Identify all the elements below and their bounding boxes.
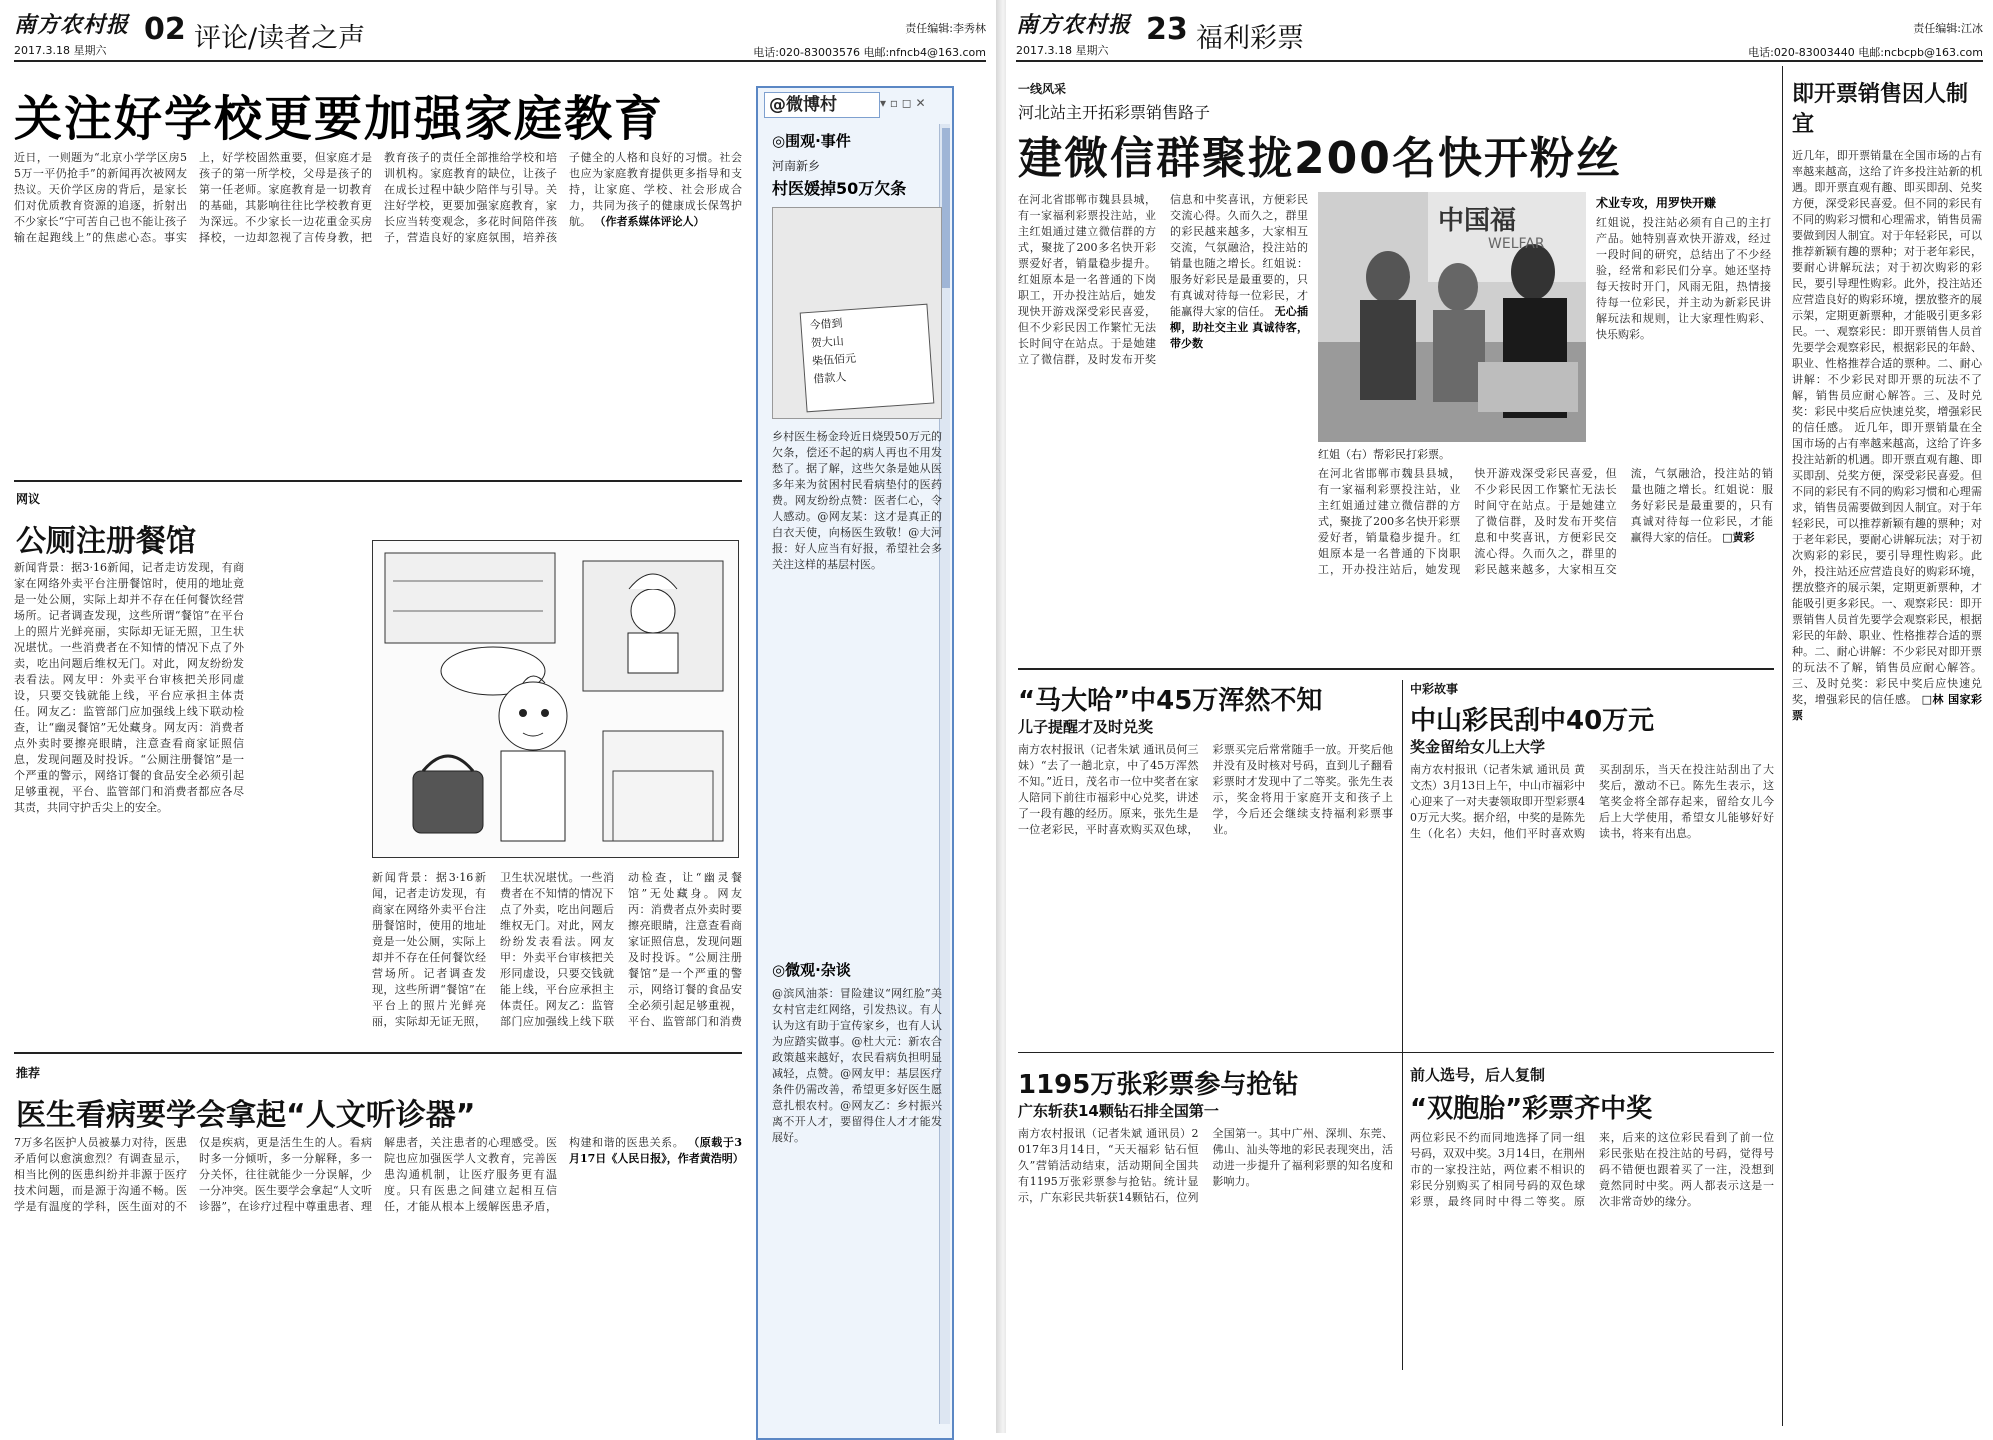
sidebar-text: 红姐说，投注站必须有自己的主打产品。她特别喜欢快开游戏，经过一段时间的研究，总结出了不少经验，经常和彩民们分享。她还坚持每天按时开门，风雨无阻，热情接待每一位彩民，并主动为新彩民讲解玩法和规则，让大家理性购彩、快乐购彩。	[1596, 216, 1771, 341]
divider	[1018, 1052, 1774, 1053]
top-story-body-a	[1018, 192, 1308, 597]
doctor-source: （原载于3月17日《人民日报》，作者黄浩明）	[569, 1136, 744, 1165]
section-tag: 中彩故事	[1410, 682, 1459, 696]
column-body	[1792, 148, 1982, 1438]
lead-body-text: 近日，一则题为“北京小学学区房55万一平仍抢手”的新闻再次被网友热议。天价学区房的背后，是家长们对优质教育资源的追逐，折射出不少家长“宁可苦自己也不能让孩子输在起跑线上”的焦虑心态。事实上，好学校固然重要，但家庭才是孩子的第一所学校，父母是孩子的第一任老师。家庭教育是一切教育的基础，其影响往往比学校教育更为深远。不少家长一边花重金买房择校，一边却忽视了言传身教，把教育孩子的责任全部推给学校和培训机构。家庭教育的缺位，让孩子在成长过程中缺少陪伴与引导。关注好学校，更要加强家庭教育，家长应当转变观念，多花时间陪伴孩子，营造良好的家庭氛围，培养孩子健全的人格和良好的习惯。社会也应为家庭教育提供更多指导和支持，让家庭、学校、社会形成合力，共同为孩子的健康成长保驾护航。	[14, 151, 742, 244]
contact-info: 电话:020-83003576 电邮:nfncb4@163.com	[753, 46, 986, 59]
contact-info: 电话:020-83003440 电邮:ncbcpb@163.com	[1748, 46, 1983, 59]
top-story-subhead: 无心插柳，助社交主业	[1170, 305, 1309, 334]
column-signoff: □林 国家彩票	[1792, 693, 1982, 722]
top-story-subhead: 真诚待客，带少数	[1170, 321, 1309, 350]
diamond-headline: 1195万张彩票参与抢钻	[1018, 1070, 1299, 1100]
top-story-photo	[1318, 192, 1586, 442]
zhongshan-subhead: 奖金留给女儿上大学	[1410, 738, 1546, 756]
weibo-post-2: @滨风油茶：冒险建议“网红脸”美女村官走红网络，引发热议。有人认为这有助于宣传家乡，也有人认为应踏实做事。@杜大元：新农合政策越来越好，农民看病负担明显减轻，点赞。@网友甲：基层医疗条件仍需改善，希望更多好医生愿意扎根农村。@网友乙：乡村振兴离不开人才，要留得住人才才能发展好。	[772, 987, 942, 1144]
column-article	[1792, 80, 1982, 1438]
weibo-panel[interactable]	[756, 86, 954, 1440]
divider	[1782, 66, 1783, 1426]
right-newspaper-page	[1006, 0, 1993, 1433]
section-tag: 网议	[16, 492, 41, 506]
column-text-2: 近几年，即开票销量在全国市场的占有率越来越高，这给了许多投注站新的机遇。即开票直观有趣、即买即刮、兑奖方便，深受彩民喜爱。但不同的彩民有不同的购彩习惯和心理需求，销售员需要做到因人制宜。对于年轻彩民，可以推荐新颖有趣的票种；对于老年彩民，要耐心讲解玩法；对于初次购彩的彩民，要引导理性购彩。此外，投注站还应营造良好的购彩环境，摆放整齐的展示架，定期更新票种，才能吸引更多彩民。一、观察彩民：即开票销售人员首先要学会观察彩民，根据彩民的年龄、职业、性格推荐合适的票种。二、耐心讲解：不少彩民对即开票的玩法不了解，销售员应耐心解答。三、及时兑奖：彩民中奖后应快速兑奖，增强彩民的信任感。	[1792, 421, 1982, 706]
iou-note-line: 柴伍佰元	[811, 351, 857, 368]
photo-caption: 红姐（右）帮彩民打彩票。	[1318, 448, 1450, 461]
majiaha-text: 南方农村报讯（记者朱斌 通讯员何三妹）“去了一趟北京，中了45万浑然不知。”近日，茂名市一位中奖者在家人陪同下前往市福彩中心兑奖，讲述了一段有趣的经历。原来，张先生是一位老彩民，平时喜欢购买双色球，彩票买完后常常随手一放。开奖后他并没有及时核对号码，直到儿子翻看彩票时才发现中了二等奖。张先生表示，奖金将用于家庭开支和孩子上学，今后还会继续支持福利彩票事业。	[1018, 743, 1393, 836]
toilet-body	[14, 560, 244, 990]
iou-note-line: 贺大山	[810, 334, 845, 350]
issue-date: 2017.3.18 星期六	[1016, 44, 1109, 57]
left-masthead	[14, 8, 986, 62]
weibo-section-label: ◎围观·事件	[772, 132, 851, 150]
top-story-body-b	[1318, 466, 1773, 656]
twins-headline: “双胞胎”彩票齐中奖	[1410, 1094, 1653, 1124]
issue-date: 2017.3.18 星期六	[14, 44, 107, 57]
section-title: 评论/读者之声	[194, 23, 366, 54]
column-headline: 即开票销售因人制宜	[1792, 82, 1969, 137]
iou-note-photo	[772, 207, 942, 419]
twins-kicker: 前人选号，后人复制	[1410, 1066, 1546, 1084]
welfare-sign: 中国福	[1438, 206, 1517, 236]
diamond-text: 南方农村报讯（记者朱斌 通讯员）2017年3月14日，“天天福彩 钻石恒久”营销活动结束，活动期间全国共有1195万张彩票参与抢钻。统计显示，广东彩民共斩获14颗钻石，位列全国第一。其中广州、深圳、东莞、佛山、汕头等地的彩民表现突出，活动进一步提升了福利彩票的知名度和影响力。	[1018, 1127, 1393, 1204]
diamond-body	[1018, 1126, 1393, 1421]
toilet-body-continued	[372, 870, 742, 1045]
weibo-content	[772, 126, 942, 1426]
weibo-post-1: 乡村医生杨金玲近日烧毁50万元的欠条，偿还不起的病人再也不用发愁了。据了解，这些欠条是她从医多年来为贫困村民看病垫付的医药费。网友纷纷点赞：医者仁心，令人感动。@网友某：这才是真正的白衣天使，向杨医生致敬！@大河报：好人应当有好报，希望社会多关注这样的基层村医。	[772, 430, 942, 571]
divider	[14, 480, 742, 482]
lead-byline: （作者系媒体评论人）	[594, 215, 705, 228]
toilet-headline: 公厕注册餐馆	[16, 524, 196, 559]
iou-note-line: 今借到	[809, 316, 843, 332]
doctor-headline: 医生看病要学会拿起“人文听诊器”	[16, 1098, 476, 1133]
scrollbar-thumb[interactable]	[942, 128, 950, 288]
divider	[14, 1052, 742, 1054]
weibo-section-label: ◎微观·杂谈	[772, 961, 851, 979]
diamond-subhead: 广东斩获14颗钻石排全国第一	[1018, 1102, 1219, 1120]
editor-credit: 责任编辑:江冰	[1913, 22, 1983, 35]
sidebar-subhead: 术业专攻，用罗快开赚	[1596, 196, 1717, 210]
section-tag: 一线风采	[1018, 82, 1067, 96]
page-number: 23	[1146, 12, 1188, 47]
majiaha-subhead: 儿子提醒才及时兑奖	[1018, 718, 1154, 736]
toilet-body-text: 新闻背景：据3·16新闻，记者走访发现，有商家在网络外卖平台注册餐馆时，使用的地址竟是一处公厕，实际上却并不存在任何餐饮经营场所。记者调查发现，这些所谓“餐馆”在平台上的照片光鲜亮丽，实际却无证无照，卫生状况堪忧。一些消费者在不知情的情况下点了外卖，吃出问题后维权无门。对此，网友纷纷发表看法。网友甲：外卖平台审核把关形同虚设，只要交钱就能上线，平台应承担主体责任。网友乙：监管部门应加强线上线下联动检查，让“幽灵餐馆”无处藏身。网友丙：消费者点外卖时要擦亮眼睛，注意查看商家证照信息，发现问题及时投诉。“公厕注册餐馆”是一个严重的警示，网络订餐的食品安全必须引起足够重视，平台、监管部门和消费者都应各尽其责，共同守护舌尖上的安全。	[14, 561, 244, 814]
top-story-sidebar	[1596, 194, 1771, 420]
newspaper-logo: 南方农村报	[14, 12, 130, 38]
top-story-signoff: □黄彩	[1722, 531, 1755, 544]
zhongshan-text: 南方农村报讯（记者朱斌 通讯员 黄文杰）3月13日上午，中山市福彩中心迎来了一对夫妻领取即开型彩票40万元大奖。据介绍，中奖的是陈先生（化名）夫妇，他们平时喜欢购买刮刮乐，当天在投注站刮出了大奖后，激动不已。陈先生表示，这笔奖金将全部存起来，留给女儿今后上大学使用，希望女儿能够好好读书，将来有出息。	[1410, 763, 1774, 840]
page-number: 02	[144, 12, 186, 47]
welfare-sign-en: WELFAR	[1488, 236, 1545, 252]
divider	[1018, 668, 1774, 670]
right-masthead	[1016, 8, 1983, 62]
left-newspaper-page	[0, 0, 1000, 1433]
editor-credit: 责任编辑:李秀林	[905, 22, 986, 35]
cartoon-illustration	[372, 540, 739, 858]
zhongshan-body	[1410, 762, 1774, 1042]
lead-body	[14, 150, 742, 460]
top-story-headline: 建微信群聚拢200名快开粉丝	[1018, 133, 1622, 184]
lead-headline: 关注好学校更要加强家庭教育	[14, 91, 665, 147]
divider	[1402, 680, 1403, 1370]
iou-note	[800, 304, 935, 413]
top-story-text: 在河北省邯郸市魏县县城，有一家福利彩票投注站，业主红姐通过建立微信群的方式，聚拢了200多名快开彩票爱好者，销量稳步提升。红姐原本是一名普通的下岗职工，开办投注站后，她发现快开游戏深受彩民喜爱，但不少彩民因工作繁忙无法长时间守在站点。于是她建立了微信群，及时发布开奖信息和中奖喜讯，方便彩民交流心得。久而久之，群里的彩民越来越多，大家相互交流，气氛融洽，投注站的销量也随之增长。红姐说：服务好彩民是最重要的，只有真诚对待每一位彩民，才能赢得大家的信任。	[1018, 193, 1308, 366]
doctor-body-text: 7万多名医护人员被暴力对待，医患矛盾何以愈演愈烈？有调查显示，相当比例的医患纠纷并非源于医疗技术问题，而是源于沟通不畅。医学是有温度的学科，医生面对的不仅是疾病，更是活生生的人。看病时多一分倾听，多一分解释，多一分关怀，往往就能少一分误解，少一分冲突。医生要学会拿起“人文听诊器”，在诊疗过程中尊重患者、理解患者，关注患者的心理感受。医院也应加强医学人文教育，完善医患沟通机制，让医疗服务更有温度。只有医患之间建立起相互信任，才能从根本上缓解医患矛盾，构建和谐的医患关系。	[14, 1136, 685, 1213]
majiaha-headline: “马大哈”中45万浑然不知	[1018, 686, 1323, 716]
column-text: 近几年，即开票销量在全国市场的占有率越来越高，这给了许多投注站新的机遇。即开票直观有趣、即买即刮、兑奖方便，深受彩民喜爱。但不同的彩民有不同的购彩习惯和心理需求，销售员需要做到因人制宜。对于年轻彩民，可以推荐新颖有趣的票种；对于老年彩民，要耐心讲解玩法；对于初次购彩的彩民，要引导理性购彩。此外，投注站还应营造良好的购彩环境，摆放整齐的展示架，定期更新票种，才能吸引更多彩民。一、观察彩民：即开票销售人员首先要学会观察彩民，根据彩民的年龄、职业、性格推荐合适的票种。二、耐心讲解：不少彩民对即开票的玩法不了解，销售员应耐心解答。三、及时兑奖：彩民中奖后应快速兑奖，增强彩民的信任感。	[1792, 149, 1982, 434]
zhongshan-headline: 中山彩民刮中40万元	[1410, 706, 1655, 736]
toilet-body-text-2: 新闻背景：据3·16新闻，记者走访发现，有商家在网络外卖平台注册餐馆时，使用的地址竟是一处公厕，实际上却并不存在任何餐饮经营场所。记者调查发现，这些所谓“餐馆”在平台上的照片光鲜亮丽，实际却无证无照，卫生状况堪忧。一些消费者在不知情的情况下点了外卖，吃出问题后维权无门。对此，网友纷纷发表看法。网友甲：外卖平台审核把关形同虚设，只要交钱就能上线，平台应承担主体责任。网友乙：监管部门应加强线上线下联动检查，让“幽灵餐馆”无处藏身。网友丙：消费者点外卖时要擦亮眼睛，注意查看商家证照信息，发现问题及时投诉。“公厕注册餐馆”是一个严重的警示，网络订餐的食品安全必须引起足够重视，平台、监管部门和消费	[372, 871, 742, 1028]
weibo-headline: 村医媛掉50万欠条	[772, 179, 907, 198]
weibo-tab[interactable]: @微博村	[764, 92, 880, 118]
section-title: 福利彩票	[1196, 23, 1304, 54]
weibo-location: 河南新乡	[772, 159, 821, 173]
top-story-kicker: 河北站主开拓彩票销售路子	[1018, 103, 1211, 122]
section-tag: 推荐	[16, 1066, 41, 1080]
twins-text: 两位彩民不约而同地选择了同一组号码，双双中奖。3月14日，在荆州市的一家投注站，两位素不相识的彩民分别购买了相同号码的双色球彩票，最终同时中得二等奖。原来，后来的这位彩民看到了前一位彩民张贴在投注站的号码，觉得号码不错便也跟着买了一注，没想到竟然同时中奖。两人都表示这是一次非常奇妙的缘分。	[1410, 1131, 1774, 1208]
newspaper-logo: 南方农村报	[1016, 12, 1132, 38]
iou-note-line: 借款人	[812, 370, 847, 386]
twins-body	[1410, 1130, 1774, 1422]
doctor-body	[14, 1135, 742, 1425]
majiaha-body	[1018, 742, 1393, 1042]
window-controls[interactable]: ▾ ▫ ◻ ✕	[880, 96, 926, 110]
top-story-text-2: 在河北省邯郸市魏县县城，有一家福利彩票投注站，业主红姐通过建立微信群的方式，聚拢了200多名快开彩票爱好者，销量稳步提升。红姐原本是一名普通的下岗职工，开办投注站后，她发现快开游戏深受彩民喜爱，但不少彩民因工作繁忙无法长时间守在站点。于是她建立了微信群，及时发布开奖信息和中奖喜讯，方便彩民交流心得。久而久之，群里的彩民越来越多，大家相互交流，气氛融洽，投注站的销量也随之增长。红姐说：服务好彩民是最重要的，只有真诚对待每一位彩民，才能赢得大家的信任。	[1318, 467, 1773, 576]
